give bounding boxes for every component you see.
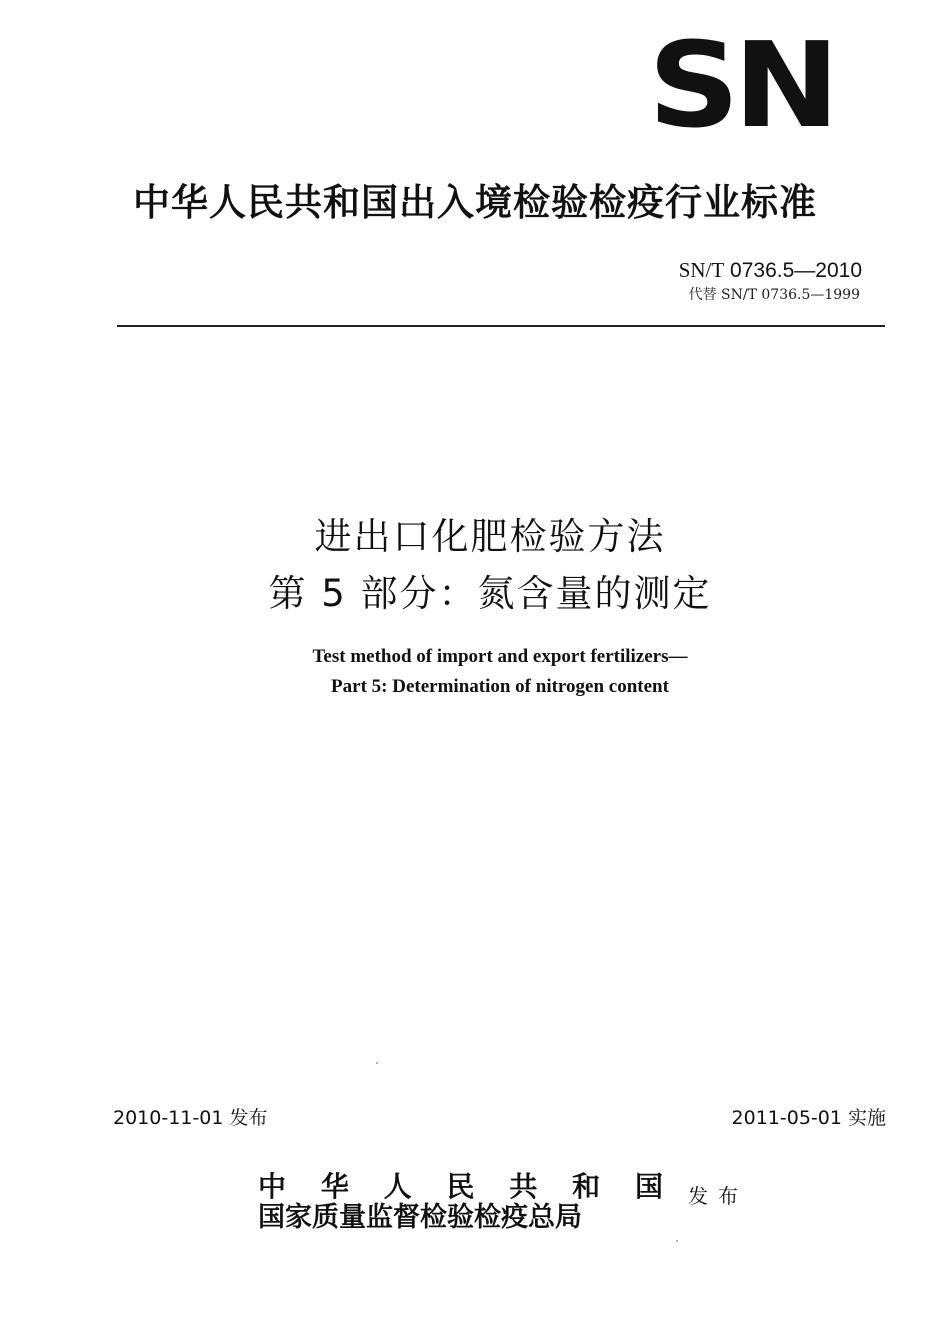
chinese-title-line-2: 第 5 部分：氮含量的测定 — [268, 572, 712, 615]
english-title-line-1: Test method of import and export fertilizers— — [312, 646, 688, 667]
issuer-country-char: 华 — [320, 1170, 349, 1203]
publish-label: 发布 — [688, 1184, 748, 1208]
header-divider — [117, 325, 885, 327]
issuer-country-char: 国 — [634, 1170, 663, 1203]
issue-date: 2010-11-01 发布 — [113, 1107, 268, 1129]
replaces-standard: 代替 SN/T 0736.5—1999 — [688, 287, 860, 303]
issuer-agency: 国家质量监督检验检疫总局 — [258, 1202, 582, 1233]
issuer-country-char: 和 — [572, 1170, 601, 1203]
standard-number — [679, 258, 862, 283]
issuer-country-char: 共 — [509, 1170, 538, 1203]
scan-speck — [676, 1240, 678, 1242]
implementation-date: 2011-05-01 实施 — [731, 1107, 886, 1129]
standard-prefix: SN/T — [678, 258, 725, 282]
issuer-country-char: 民 — [446, 1170, 475, 1203]
english-title-line-2: Part 5: Determination of nitrogen content — [331, 676, 669, 697]
chinese-title-line-1: 进出口化肥检验方法 — [314, 515, 666, 558]
issuer-country-char: 中 — [258, 1170, 287, 1203]
standard-code: 0736.5—2010 — [730, 259, 862, 282]
sn-logo: SN — [648, 16, 834, 154]
scan-speck — [376, 1062, 378, 1064]
industry-standard-title: 中华人民共和国出入境检验检疫行业标准 — [133, 181, 817, 224]
issuer-country-char: 人 — [383, 1170, 412, 1203]
